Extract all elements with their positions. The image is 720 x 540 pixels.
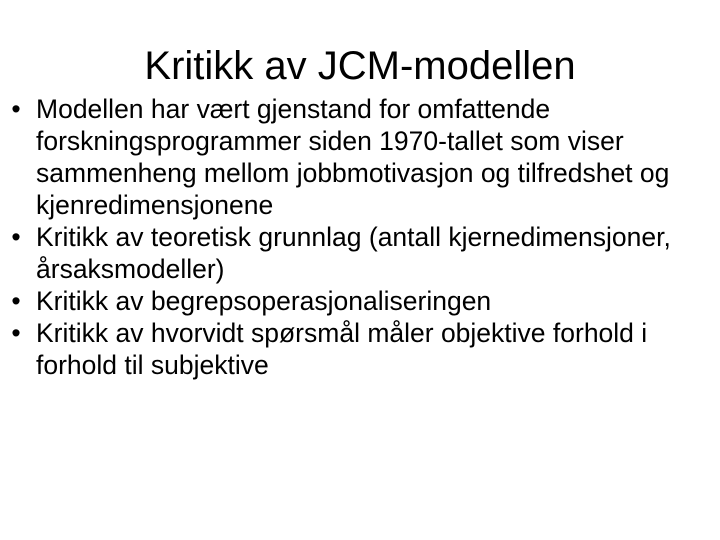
bullet-text: Kritikk av teoretisk grunnlag (antall kjernedimensjoner, årsaksmodeller) (36, 222, 671, 284)
bullet-item (6, 285, 706, 317)
bullet-list (6, 93, 706, 381)
bullet-icon: • (11, 318, 21, 348)
slide-title: Kritikk av JCM-modellen (144, 44, 576, 88)
bullet-icon: • (11, 94, 21, 124)
bullet-text: Kritikk av begrepsoperasjonaliseringen (36, 286, 492, 316)
bullet-icon: • (11, 222, 21, 252)
bullet-text: Kritikk av hvorvidt spørsmål måler objektive forhold i forhold til subjektive (36, 318, 648, 380)
bullet-icon: • (11, 286, 21, 316)
bullet-item (6, 317, 706, 381)
bullet-text: Modellen har vært gjenstand for omfattende forskningsprogrammer siden 1970-tallet som viser sammenheng mellom jobbmotivasjon og tilfredshet og kjenredimensjonene (36, 94, 670, 220)
bullet-item (6, 221, 706, 285)
bullet-item (6, 93, 706, 221)
